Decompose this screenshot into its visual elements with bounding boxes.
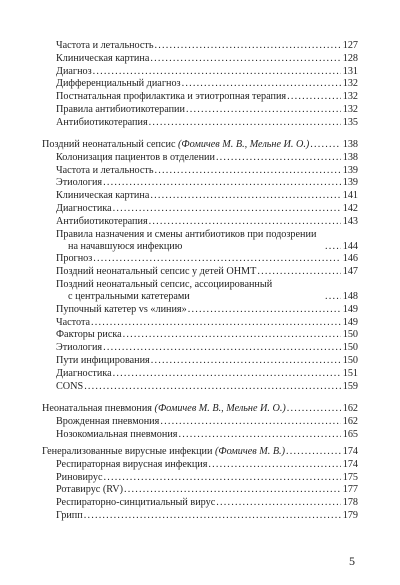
entry-title: Этиология bbox=[56, 177, 103, 189]
entry-title: Диагностика bbox=[56, 202, 112, 214]
dot-leader bbox=[310, 139, 341, 152]
entry-title: Прогноз bbox=[56, 253, 93, 265]
entry-title: Поздний неонатальный сепсис у детей ОНМТ bbox=[56, 266, 257, 278]
entry-title: Пути инфицирования bbox=[56, 354, 150, 366]
entry-title: Диагностика bbox=[56, 367, 112, 379]
dot-leader bbox=[208, 459, 341, 472]
toc-section-3 bbox=[42, 403, 358, 441]
chapter-page: 138 bbox=[342, 139, 358, 150]
entry-title: Пупочный катетер vs «линия» bbox=[56, 303, 187, 315]
entry-page: 150 bbox=[342, 342, 358, 354]
toc-entry[interactable] bbox=[42, 429, 358, 442]
entry-title: Правила назначения и смены антибиотиков при подозрении на начавшуюся инфекцию bbox=[56, 228, 317, 252]
chapter-page: 174 bbox=[342, 446, 358, 457]
entry-page: 175 bbox=[342, 471, 358, 483]
entry-page: 141 bbox=[342, 190, 358, 202]
entry-title: CONS bbox=[56, 380, 84, 392]
toc-entry[interactable] bbox=[42, 104, 358, 117]
dot-leader bbox=[325, 241, 341, 254]
entry-page: 178 bbox=[342, 497, 358, 509]
toc-entry[interactable] bbox=[42, 510, 358, 523]
toc-entry-multiline[interactable] bbox=[42, 279, 358, 304]
dot-leader bbox=[160, 416, 341, 429]
entry-title: Клиническая картина bbox=[56, 52, 150, 64]
entry-title: Правила антибиотикотерапии bbox=[56, 103, 185, 115]
dot-leader bbox=[104, 472, 341, 485]
entry-page: 144 bbox=[342, 240, 358, 252]
toc-chapter[interactable] bbox=[42, 139, 358, 152]
entry-title: Колонизация пациентов в отделении bbox=[56, 151, 215, 163]
page-number: 5 bbox=[349, 554, 355, 568]
dot-leader bbox=[113, 203, 341, 216]
entry-page: 150 bbox=[342, 329, 358, 341]
entry-title: Антибиотикотерапия bbox=[56, 116, 148, 128]
entry-title: Частота bbox=[56, 316, 91, 328]
toc-entry[interactable] bbox=[42, 484, 358, 497]
entry-title: Грипп bbox=[56, 509, 83, 521]
toc-entry[interactable] bbox=[42, 459, 358, 472]
dot-leader bbox=[149, 117, 341, 130]
dot-leader bbox=[150, 190, 341, 203]
toc-entry[interactable] bbox=[42, 381, 358, 394]
toc-entry[interactable] bbox=[42, 317, 358, 330]
chapter-page: 162 bbox=[342, 403, 358, 414]
entry-page: 174 bbox=[342, 458, 358, 470]
dot-leader bbox=[84, 510, 341, 523]
entry-title: Клиническая картина bbox=[56, 190, 150, 202]
toc-entry[interactable] bbox=[42, 190, 358, 203]
chapter-title: Генерализованные вирусные инфекции (Фомичев М. В.) bbox=[42, 446, 285, 457]
dot-leader bbox=[103, 177, 341, 190]
toc-entry[interactable] bbox=[42, 152, 358, 165]
dot-leader bbox=[93, 66, 341, 79]
entry-page: 142 bbox=[342, 202, 358, 214]
entry-title: Поздний неонатальный сепсис, ассоциированный с центральными катетерами bbox=[56, 278, 273, 303]
toc-entry[interactable] bbox=[42, 78, 358, 91]
dot-leader bbox=[188, 304, 341, 317]
toc-section-2 bbox=[42, 139, 358, 393]
toc-chapter[interactable] bbox=[42, 403, 358, 416]
dot-leader bbox=[178, 429, 341, 442]
entry-title: Антибиотикотерапия bbox=[56, 215, 148, 227]
entry-title: Постнатальная профилактика и этиотропная терапия bbox=[56, 91, 287, 103]
dot-leader bbox=[257, 266, 341, 279]
dot-leader bbox=[186, 104, 341, 117]
entry-title: Дифференциальный диагноз bbox=[56, 78, 181, 90]
toc-entry[interactable] bbox=[42, 203, 358, 216]
entry-title: Факторы риска bbox=[56, 329, 122, 341]
dot-leader bbox=[124, 484, 341, 497]
entry-page: 135 bbox=[342, 116, 358, 128]
toc-entry[interactable] bbox=[42, 368, 358, 381]
entry-title: Частота и летальность bbox=[56, 40, 154, 51]
dot-leader bbox=[91, 317, 341, 330]
toc-section-1 bbox=[42, 40, 358, 130]
toc-entry[interactable] bbox=[42, 117, 358, 130]
toc-entry[interactable] bbox=[42, 416, 358, 429]
entry-page: 148 bbox=[342, 291, 358, 302]
entry-title: Частота и летальность bbox=[56, 164, 154, 176]
toc-entry[interactable] bbox=[42, 329, 358, 342]
entry-page: 139 bbox=[342, 164, 358, 176]
entry-page: 149 bbox=[342, 316, 358, 328]
dot-leader bbox=[216, 152, 341, 165]
toc-entry[interactable] bbox=[42, 355, 358, 368]
toc-entry[interactable] bbox=[42, 177, 358, 190]
dot-leader bbox=[155, 165, 341, 178]
toc-entry-multiline[interactable] bbox=[42, 229, 358, 254]
dot-leader bbox=[287, 403, 341, 416]
entry-title: Риновирус bbox=[56, 471, 103, 483]
entry-page: 131 bbox=[342, 65, 358, 77]
chapter-title: Неонатальная пневмония (Фомичев М. В., Мельне И. О.) bbox=[42, 403, 286, 414]
entry-page: 151 bbox=[342, 367, 358, 379]
entry-page: 132 bbox=[342, 103, 358, 115]
chapter-authors: (Фомичев М. В., Мельне И. О.) bbox=[154, 403, 286, 414]
toc-entry[interactable] bbox=[42, 40, 358, 53]
toc-chapter[interactable] bbox=[42, 446, 358, 459]
entry-page: 132 bbox=[342, 91, 358, 103]
toc-entry[interactable] bbox=[42, 66, 358, 79]
chapter-authors: (Фомичев М. В.) bbox=[215, 446, 285, 457]
entry-title: Ротавирус (RV) bbox=[56, 484, 123, 496]
dot-leader bbox=[155, 40, 341, 53]
toc-entry[interactable] bbox=[42, 91, 358, 104]
entry-page: 143 bbox=[342, 215, 358, 227]
toc-entry[interactable] bbox=[42, 472, 358, 485]
entry-page: 139 bbox=[342, 177, 358, 189]
dot-leader bbox=[149, 216, 341, 229]
entry-page: 146 bbox=[342, 253, 358, 265]
dot-leader bbox=[286, 446, 341, 459]
entry-page: 179 bbox=[342, 509, 358, 521]
entry-page: 128 bbox=[342, 52, 358, 64]
dot-leader bbox=[216, 497, 341, 510]
entry-page: 150 bbox=[342, 354, 358, 366]
dot-leader bbox=[287, 91, 341, 104]
toc-entry[interactable] bbox=[42, 165, 358, 178]
toc-entry[interactable] bbox=[42, 253, 358, 266]
entry-page: 147 bbox=[342, 266, 358, 278]
dot-leader bbox=[84, 381, 341, 394]
entry-title: Этиология bbox=[56, 342, 103, 354]
dot-leader bbox=[123, 329, 341, 342]
toc-entry[interactable] bbox=[42, 342, 358, 355]
dot-leader bbox=[103, 342, 341, 355]
entry-page: 177 bbox=[342, 484, 358, 496]
entry-page: 162 bbox=[342, 415, 358, 427]
entry-title: Респираторно-синцитиальный вирус bbox=[56, 497, 216, 509]
toc-section-4 bbox=[42, 446, 358, 523]
entry-title: Врожденная пневмония bbox=[56, 415, 160, 427]
entry-page: 159 bbox=[342, 380, 358, 392]
toc-entry[interactable] bbox=[42, 216, 358, 229]
toc-entry[interactable] bbox=[42, 53, 358, 66]
dot-leader bbox=[325, 291, 341, 304]
entry-page: 132 bbox=[342, 78, 358, 90]
entry-title: Респираторная вирусная инфекция bbox=[56, 458, 208, 470]
dot-leader bbox=[182, 78, 341, 91]
entry-page: 165 bbox=[342, 428, 358, 440]
entry-title: Диагноз bbox=[56, 65, 92, 77]
chapter-authors: (Фомичев М. В., Мельне И. О.) bbox=[178, 139, 310, 150]
dot-leader bbox=[151, 355, 341, 368]
entry-title: Нозокомиальная пневмония bbox=[56, 428, 178, 440]
entry-page: 149 bbox=[342, 303, 358, 315]
toc-entry[interactable] bbox=[42, 266, 358, 279]
toc-entry[interactable] bbox=[42, 304, 358, 317]
dot-leader bbox=[113, 368, 341, 381]
toc-entry[interactable] bbox=[42, 497, 358, 510]
entry-page: 127 bbox=[342, 40, 358, 51]
entry-page: 138 bbox=[342, 151, 358, 163]
chapter-title: Поздний неонатальный сепсис (Фомичев М. В., Мельне И. О.) bbox=[42, 139, 310, 150]
dot-leader bbox=[150, 53, 341, 66]
dot-leader bbox=[93, 253, 341, 266]
